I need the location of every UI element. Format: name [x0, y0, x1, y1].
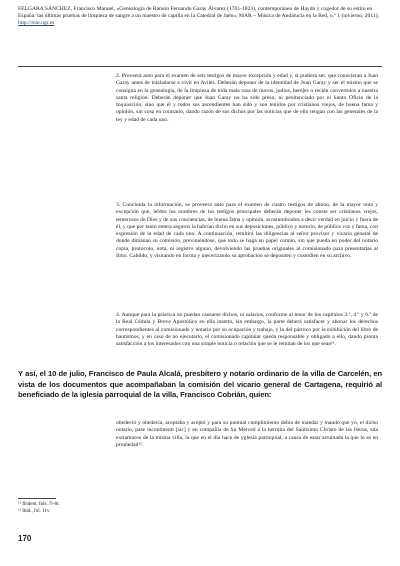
paragraph-text: 2. Proveerá auto para el examen de seis testigos de mayor excepción y edad y, si pudiera ser, que conocieran a Juan Garay antes de trasladarse a vivir en Avilés. Deberán deponer de la identidad de Juan Garay y ser el mismo que se consigna en la genealogía, de la limpieza de toda mala raza de moros, judíos, herejes o recién convertidos a nuestra santa religión. Deberán deponer que Juan Garay no ha sido preso, ni penitenciado por el Santo Oficio de la Inquisición, sino que él y todos sus ascendientes han sido y son tenidos por cristianos viejos, de buena fama y opinión, sin cosa en contrario, dando razón de sus dichos por las noticias que de ello tengan con las generales de la ley y edad de cada uno.	[116, 73, 378, 123]
paragraph-text: 4. Aunque para la práctica no puedan causarse dichos, ni salarios, conforme al tenor de los capítulos 3.º, 4.º y 6.º de la Real Cédula y Breve Apostólico en ella inserto, sin embargo, la parte deberá satisfacer y abonar los derechos correspondientes al comisionado y notario por su ocupación y trabajo, y la del párroco por la exhibición del libro de bautismos, y en caso de no ejecutarlo, el comisionado capitular queda responsable y obligado a ello, dando pronta satisfacción a los interesados con una simple noticia o relación que se le remitan de los que sean¹¹.	[116, 312, 378, 347]
indented-paragraph-2	[116, 73, 378, 124]
block-quote	[116, 420, 378, 449]
page-number: 170	[18, 534, 32, 543]
footnotes	[18, 502, 218, 515]
header-divider	[18, 66, 382, 67]
journal-link[interactable]: http://mar.ugr.es	[18, 20, 55, 27]
paragraph-text: 3. Concluida la información, se proveerá auto para el examen de cuatro testigos de abono, de la mayor nota y excepción que, leídos los nombres de los testigos principales deberán deponer les conste ser cristianos viejos, temerosos de Dios y de sus conciencias, de buena fama y opinión, acostumbrados a decir verdad en juicio y fuera de él, y que por tanto entera seguros la habrían dicho en sus deposiciones, público y notorio, de pública voz y fama, con expresión de la edad de cada uno. A continuación, remitirá las diligencias al señor provisor y vicario general de donde dimanan su comisión, previniéndose, que todo se haga en papel común, sin que pueda en poder del notario copia, protocolo, nota, ni registro alguno, devolviendo las pruebas originales al comisionado para presentarlas al Ilmo. Cabildo, y visitando en forma y mecerizando su aprobación se depositen y custodien en su archivo.	[116, 202, 378, 259]
indented-paragraph-4	[116, 312, 378, 348]
header-citation: FELGARA SÁNCHEZ, Francisco Manuel, «Genealogía de Ramón Fernando Garay Álvarez (1761-1823), contemporáneo de Haydn y cogedor de su estilo en España: las últimas pruebas de limpieza de sangre a un maestro de capilla en la Catedral de Jaén», MAR – Música de Andalucía en la Red,	[18, 6, 373, 20]
footnote-12: ¹² Ibid., fol. 11v.	[18, 508, 51, 514]
header-issue: n.º 1 (invierno, 2011),	[329, 13, 379, 20]
running-header	[18, 6, 382, 28]
quote-text: obedeció y obedecía, aceptaba y aceptó y para su puntual cumplimiento debía de mandar y mandó que yo, el dicho notario, pase incontinenti [sic] y en compañía de Su Merced a la hermita del Santísimo Christo de las Heras, sita extramuros de la misma villa, la que en el día hace de yglesia parroquial, a causa de estar arruinada la que lo es en propiedad¹².	[116, 420, 378, 448]
indented-paragraph-3	[116, 202, 378, 260]
narrative-paragraph: Y así, el 10 de julio, Francisco de Paula Alcalá, presbítero y notario ordinario de la villa de Carcelén, en vista de los documentos que acompañaban la comisión del vicario general de Cartagena, requirió al beneficiado de la iglesia parroquial de la villa, Francisco Cobrián, quien:	[18, 369, 382, 400]
footnote-divider	[18, 498, 56, 499]
footnote-11: ¹¹ Ibidem, fols. 7r-8r.	[18, 502, 60, 507]
